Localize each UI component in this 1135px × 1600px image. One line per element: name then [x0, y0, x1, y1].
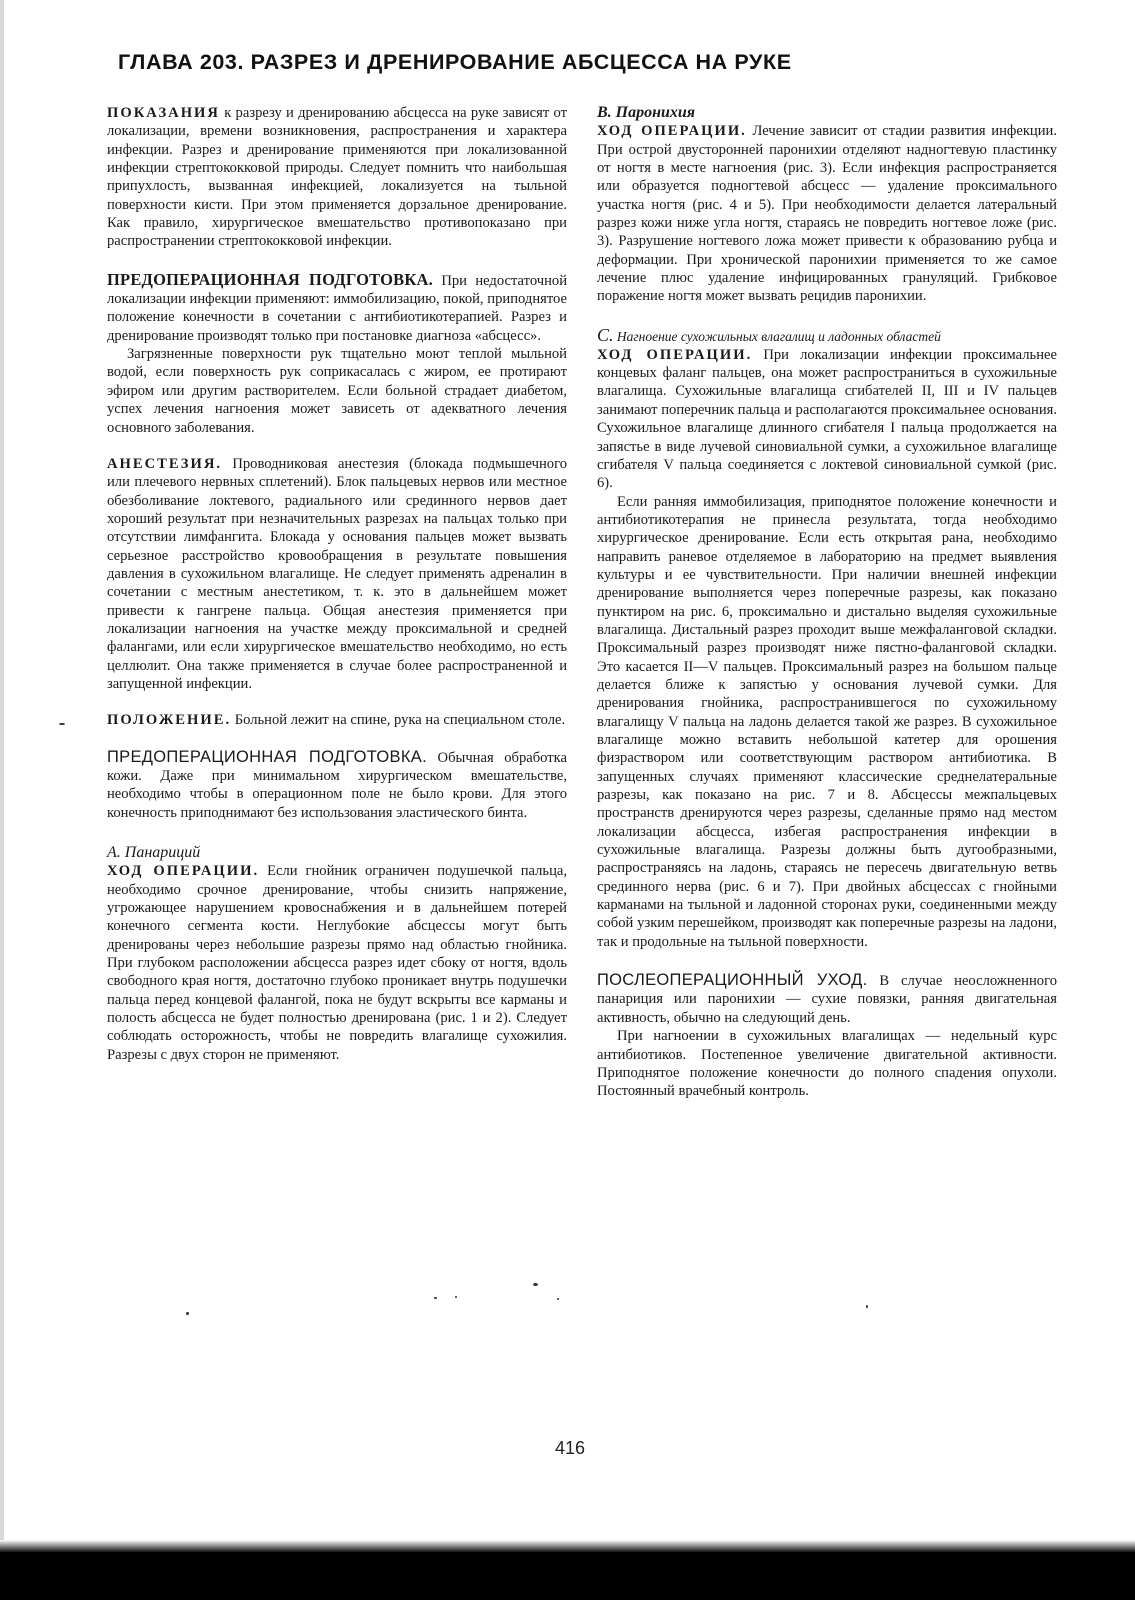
- postop-lead: ПОСЛЕОПЕРАЦИОННЫЙ УХОД.: [597, 971, 868, 990]
- tendon-sheaths-text: При локализации инфекции проксимальнее концевых фаланг пальцев, она может распространиться в сухожильные влагалища. Сухожильные влагалища сгибателей II, III и IV пальцев занимают поперечник пальца и располагаются проксимальнее основания. Сухожильное влагалище длинного сгибателя I пальца продолжается на запястье в виде лучевой синовиальной сумки, а сухожильное влагалище сгибателя V пальца соединяется с локтевой синовиальной сумкой (рис. 6).: [597, 346, 1057, 492]
- indications-paragraph: [107, 104, 567, 251]
- postop-text: В случае неосложненного панариция или паронихии — сухие повязки, ранняя двигательная активность, обычно на следующий день.: [597, 973, 1057, 1026]
- postop-paragraph: [597, 971, 1057, 1027]
- preop1-text: При недостаточной локализации инфекции применяют: иммобилизацию, покой, приподнятое положение конечности в сочетании с антибиотикотерапией. Разрез и дренирование производят только при постановке диагноза «абсцесс».: [107, 272, 567, 344]
- paronychia-heading: В. Паронихия: [597, 104, 696, 121]
- preop1-paragraph: [107, 271, 567, 345]
- panaritium-heading: А. Панариций: [107, 844, 201, 862]
- tendon-sheaths-paragraph: [597, 346, 1057, 493]
- scan-bottom-band: [0, 1552, 1135, 1600]
- tendon-sheaths-heading: [597, 326, 1057, 346]
- scan-speck: [866, 1305, 868, 1308]
- panaritium-paragraph: [107, 862, 567, 1064]
- paronychia-text: Лечение зависит от стадии развития инфекции. При острой двусторонней паронихии отделяют надногтевую пластинку от ногтя в месте нагноения (рис. 3). Если инфекция распространяется или образуется подногтевой абсцесс — удаление проксимального участка ногтя (рис. 4 и 5). При необходимости делается латеральный разрез кожи ниже угла ногтя, стараясь не повредить ногтевое ложе (рис. 3). Разрушение ногтевого ложа может привести к образованию рубца и деформации. При хронической паронихии применяется то же самое лечение плюс удаление инфицированных грануляций. Грибковое поражение ногтя может вызвать рецидив паронихии.: [597, 123, 1057, 305]
- position-text: Больной лежит на спине, рука на специальном столе.: [234, 712, 566, 729]
- position-paragraph: [107, 711, 567, 729]
- right-column: [597, 104, 1057, 1101]
- scan-speck: [557, 1298, 559, 1300]
- anesthesia-paragraph: [107, 455, 567, 693]
- preop2-lead: ПРЕДОПЕРАЦИОННАЯ ПОДГОТОВКА.: [107, 747, 427, 766]
- anesthesia-lead: АНЕСТЕЗИЯ.: [107, 455, 223, 472]
- scan-speck: [455, 1296, 457, 1298]
- anesthesia-text: Проводниковая анестезия (блокада подмышечного или плечевого нервных сплетений). Блок пальцевых нервов или местное обезболивание локтевого, радиального или срединного нервов дает хороший результат при незначительных разрезах на пальцах только при отсутствии лимфангита. Блокада у основания пальцев может вызвать серьезное расстройство кровообращения в результате повышения давления в сухожильном влагалище. Не следует применять адреналин в сочетании с местным анестетиком, т. к. это в дальнейшем может привести к гангрене пальца. Общая анестезия применяется при локализации нагноения на участке между проксимальной и средней фалангами, или если хирургическое вмешательство необходимо, но есть целлюлит. Она также применяется в случае более распространенной и запущенной инфекции.: [107, 455, 567, 692]
- preop2-paragraph: [107, 748, 567, 822]
- scan-speck: [186, 1312, 189, 1315]
- scan-edge: [0, 0, 4, 1600]
- panaritium-text: Если гнойник ограничен подушечкой пальца, необходимо срочное дренирование, чтобы снизить напряжение, угрожающее нарушением кровоснабжения и в дальнейшем потерей конечного сегмента кости. Неглубокие абсцессы могут быть дренированы через небольшие разрезы прямо над областью гнойника. При глубоком расположении абсцесса разрез идет сбоку от ногтя, вдоль свободного края ногтя, достаточно глубоко проникает внутрь подушечки пальца перед концевой фалангой, пока не будут вскрыты все карманы и полость абсцесса не будет полностью дренирована (рис. 1 и 2). Следует соблюдать осторожность, чтобы не повредить влагалище сухожилия. Разрезы с двух сторон не применяют.: [107, 863, 568, 1063]
- preop1-paragraph-2: Загрязненные поверхности рук тщательно моют теплой мыльной водой, если поверхность рук соприкасалась с жиром, ее протирают эфиром или другим растворителем. Если больной страдает диабетом, успех лечения нагноения может зависеть от адекватного лечения основного заболевания.: [107, 346, 567, 436]
- chapter-title: ГЛАВА 203. РАЗРЕЗ И ДРЕНИРОВАНИЕ АБСЦЕССА НА РУКЕ: [118, 50, 792, 74]
- tendon-sheaths-heading-text: Нагноение сухожильных влагалищ и ладонных областей: [616, 328, 941, 344]
- page-number: 416: [554, 1438, 586, 1458]
- indications-lead: ПОКАЗАНИЯ: [107, 105, 220, 121]
- preop2-text: Обычная обработка кожи. Даже при минимальном хирургическом вмешательстве, необходимо чтобы в операционном поле не было крови. Для этого конечность приподнимают без использования эластического бинта.: [107, 749, 567, 821]
- left-column: [107, 104, 567, 1064]
- scan-speck: [434, 1297, 437, 1299]
- indications-text: к разрезу и дренированию абсцесса на руке зависят от локализации, времени возникновения, распространения и характера инфекции. Разрез и дренирование применяются при локализованной инфекции стрептококковой природы. Следует помнить что наибольшая припухлость, вызванная инфекцией, локализуется на тыльной поверхности кисти. При этом применяется дорзальное дренирование. Как правило, хирургическое вмешательство противопоказано при распространении стрептококковой инфекции.: [107, 105, 567, 250]
- paronychia-lead: ХОД ОПЕРАЦИИ.: [597, 123, 747, 140]
- scan-speck: [59, 723, 65, 725]
- postop-paragraph-2: При нагноении в сухожильных влагалищах — недельный курс антибиотиков. Постепенное увеличение двигательной активности. Приподнятое положение конечности до полного спадения опухоли. Постоянный врачебный контроль.: [597, 1028, 1057, 1100]
- tendon-sheaths-lead: ХОД ОПЕРАЦИИ.: [597, 346, 753, 363]
- preop1-lead: ПРЕДОПЕРАЦИОННАЯ ПОДГОТОВКА.: [107, 269, 433, 289]
- tendon-sheaths-heading-letter: С.: [597, 324, 614, 345]
- tendon-sheaths-paragraph-2: Если ранняя иммобилизация, приподнятое положение конечности и антибиотикотерапия не принесла результата, тогда необходимо хирургическое дренирование. Если есть открытая рана, необходимо направить раневое отделяемое в лабораторию на предмет выявления культуры и ее чувствительности. При наличии внешней инфекции дренирование выполняется через поперечные разрезы, как показано пунктиром на рис. 6, проксимально и дистально выделяя сухожильные влагалища. Дистальный разрез проходит выше межфаланговой складки. Проксимальный разрез производят ниже пястно-фаланговой складки. Это касается II—V пальцев. Проксимальный разрез на большом пальце делается ближе к запястью у основания лучевой сумки. Для дренирования гнойника, распространившегося по сухожильному влагалищу V пальца на ладонь делается такой же разрез. В сухожильное влагалище можно вставить небольшой катетер для орошения физраствором или соответствующим раствором антибиотика. В запущенных случаях применяют классические среднелатеральные разрезы, как показано на рис. 7 и 8. Абсцессы межпальцевых пространств дренируются через разрезы, сделанные прямо над местом локализации абсцесса, избегая распространения инфекции в сухожильные влагалища. Разрезы должны быть дугообразными, распространяясь на ладонь, стараясь не пересечь двигательную ветвь срединного нерва (рис. 6 и 7). При двойных абсцессах с гнойными карманами на тыльной и ладонной сторонах руки, соединенными между собой узким перешейком, производят как поперечные разрезы на ладони, так и продольные на тыльной поверхности.: [597, 493, 1057, 950]
- panaritium-lead: ХОД ОПЕРАЦИИ.: [107, 863, 260, 880]
- position-lead: ПОЛОЖЕНИЕ.: [107, 712, 232, 729]
- scan-speck: [533, 1283, 538, 1286]
- paronychia-paragraph: [597, 122, 1057, 305]
